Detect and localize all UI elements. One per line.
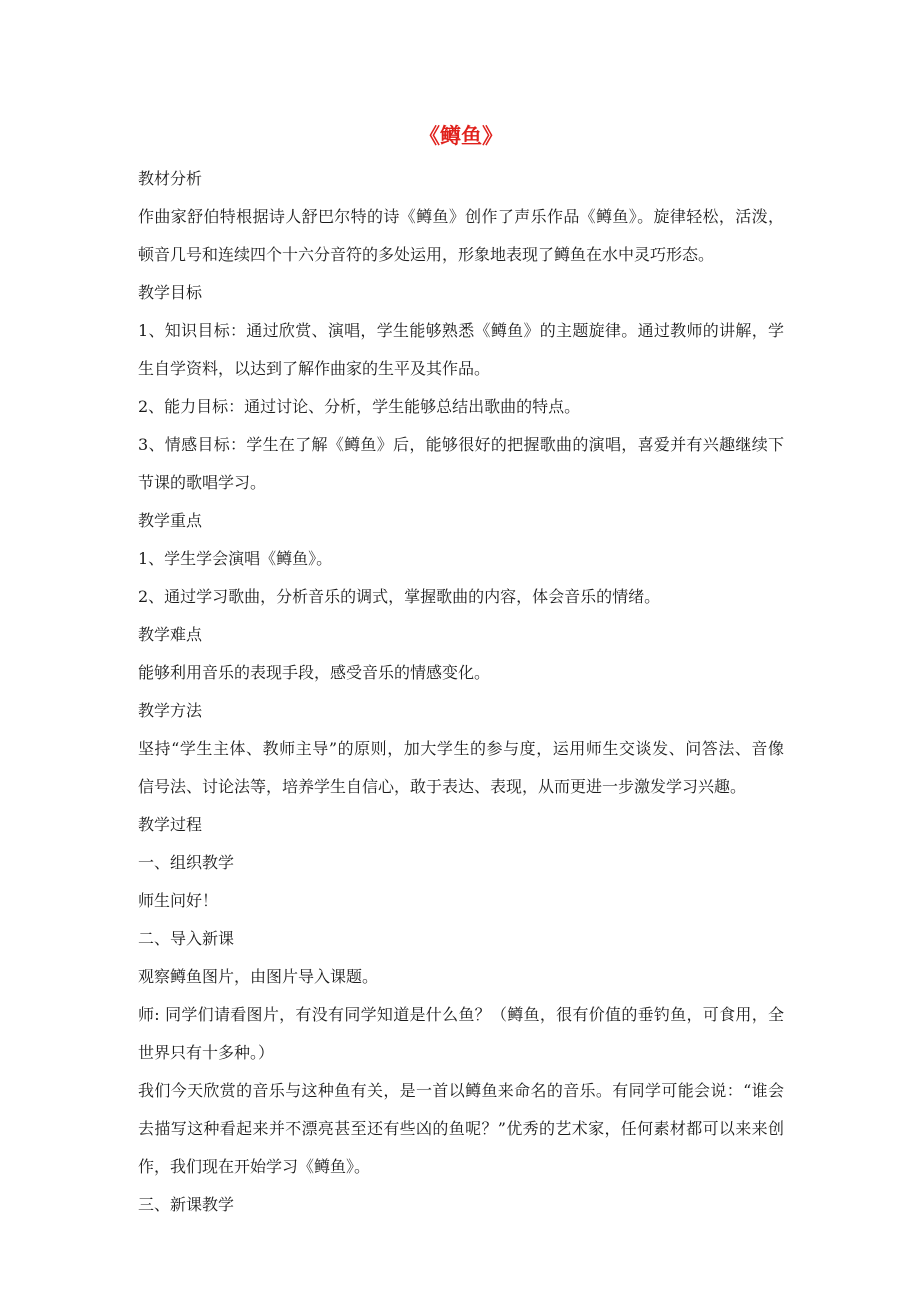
text-line: 生自学资料，以达到了解作曲家的生平及其作品。 [138, 359, 491, 378]
text-line: 3、情感目标：学生在了解《鳟鱼》后，能够很好的把握歌曲的演唱，喜爱并有兴趣继续下 [138, 435, 784, 454]
text-line: 我们今天欣赏的音乐与这种鱼有关，是一首以鳟鱼来命名的音乐。有同学可能会说：“谁会 [138, 1081, 784, 1100]
text-line: 二、导入新课 [138, 929, 235, 948]
text-line: 去描写这种看起来并不漂亮甚至还有些凶的鱼呢？”优秀的艺术家，任何素材都可以来来创 [138, 1119, 784, 1138]
text-line: 一、组织教学 [138, 853, 235, 872]
text-line: 节课的歌唱学习。 [138, 473, 267, 492]
text-line: 1、知识目标：通过欣赏、演唱，学生能够熟悉《鳟鱼》的主题旋律。通过教师的讲解，学 [138, 321, 784, 340]
text-line: 三、新课教学 [138, 1195, 235, 1214]
text-line: 2、能力目标：通过讨论、分析，学生能够总结出歌曲的特点。 [138, 397, 581, 416]
text-line: 观察鳟鱼图片，由图片导入课题。 [138, 967, 379, 986]
text-line: 教学过程 [138, 815, 203, 834]
document-page [138, 118, 784, 1224]
text-line: 教材分析 [138, 169, 203, 188]
text-line: 信号法、讨论法等，培养学生自信心，敢于表达、表现，从而更进一步激发学习兴趣。 [138, 777, 747, 796]
text-line: 作，我们现在开始学习《鳟鱼》。 [138, 1157, 371, 1176]
text-line: 顿音几号和连续四个十六分音符的多处运用，形象地表现了鳟鱼在水中灵巧形态。 [138, 245, 715, 264]
text-line: 世界只有十多种。） [138, 1043, 275, 1062]
document-title: 《鳟鱼》 [419, 123, 503, 148]
document-body [138, 160, 784, 1224]
text-line: 师生问好！ [138, 891, 219, 910]
text-line: 作曲家舒伯特根据诗人舒巴尔特的诗《鳟鱼》创作了声乐作品《鳟鱼》。旋律轻松，活泼， [138, 207, 784, 226]
text-line: 教学重点 [138, 511, 203, 530]
text-line: 坚持“学生主体、教师主导”的原则，加大学生的参与度，运用师生交谈发、问答法、音像 [138, 739, 784, 758]
text-line: 2、通过学习歌曲，分析音乐的调式，掌握歌曲的内容，体会音乐的情绪。 [138, 587, 661, 606]
text-line: 能够利用音乐的表现手段，感受音乐的情感变化。 [138, 663, 491, 682]
text-line: 1、学生学会演唱《鳟鱼》。 [138, 549, 333, 568]
text-line: 师: 同学们请看图片，有没有同学知道是什么鱼？（鳟鱼，很有价值的垂钓鱼，可食用，全 [138, 1005, 784, 1024]
text-line: 教学目标 [138, 283, 203, 302]
text-line: 教学难点 [138, 625, 203, 644]
text-line: 教学方法 [138, 701, 203, 720]
